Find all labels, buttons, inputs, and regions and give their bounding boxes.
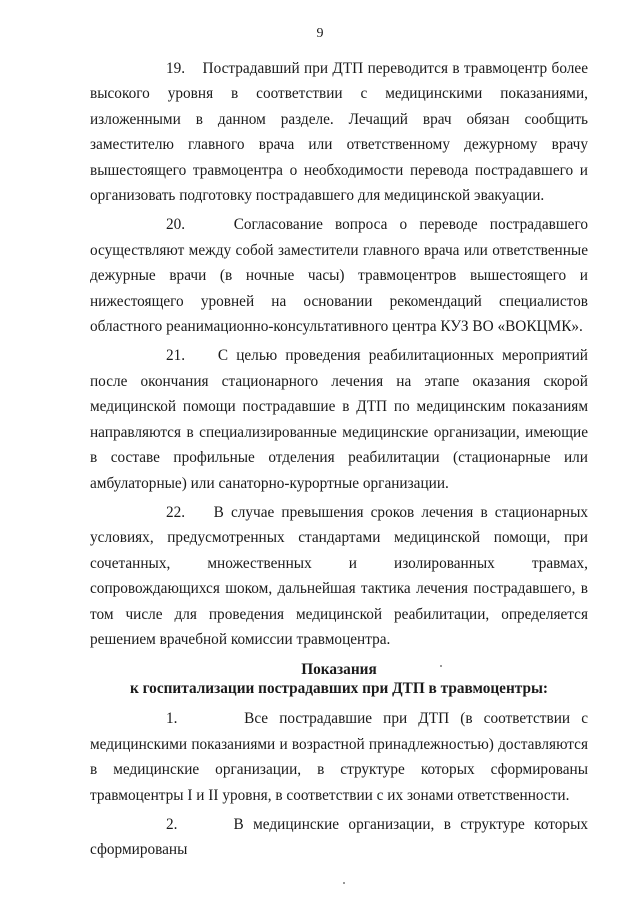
indication-item-1	[90, 706, 588, 808]
paragraph-text: Согласование вопроса о переводе пострадавшего осуществляют между собой заместители главного врача или ответственные дежурные врачи (в ночные часы) травмоцентров вышестоящего и нижестоящего уровней на основании рекомендаций специалистов областного реанимационно-консультативного центра КУЗ ВО «ВОКЦМК».	[90, 216, 589, 336]
document-body	[90, 56, 588, 867]
section-heading-title: Показания	[301, 661, 377, 679]
paragraph-text: Пострадавший при ДТП переводится в травмоцентр более высокого уровня в соответствии с медицинскими показаниями, изложенными в данном разделе. Лечащий врач обязан сообщить заместителю главного врача или ответственному дежурному врачу вышестоящего травмоцентра о необходимости перевода пострадавшего и организовать подготовку пострадавшего для медицинской эвакуации.	[90, 60, 588, 205]
section-heading	[90, 660, 588, 698]
scan-speck	[440, 665, 442, 667]
paragraph-text: В случае превышения сроков лечения в стационарных условиях, предусмотренных стандартами медицинской помощи, при сочетанных, множественных и изолированных травмах, сопровождающихся шоком, дальнейшая тактика лечения пострадавшего, в том числе для проведения медицинской реабилитации, определяется решением врачебной комиссии травмоцентра.	[90, 503, 588, 648]
paragraph-number: 22.	[166, 503, 186, 521]
paragraph-20	[90, 212, 588, 339]
page-number: 9	[316, 26, 324, 41]
paragraph-21	[90, 343, 588, 495]
item-number: 1.	[166, 710, 178, 728]
item-text: В медицинские организации, в структуре которых сформированы	[90, 815, 588, 859]
item-number: 2.	[166, 815, 178, 833]
paragraph-22	[90, 500, 588, 652]
indication-item-2	[90, 812, 588, 863]
paragraph-number: 19.	[166, 60, 186, 77]
item-text: Все пострадавшие при ДТП (в соответствии с медицинскими показаниями и возрастной принадлежностью) доставляются в медицинские организации, в структуре которых сформированы травмоцентры I и II уровня, в соответствии с их зонами ответственности.	[90, 710, 588, 804]
paragraph-19	[90, 56, 588, 208]
scan-speck	[343, 882, 345, 884]
paragraph-text: С целью проведения реабилитационных мероприятий после окончания стационарного лечения на этапе оказания скорой медицинской помощи пострадавшие в ДТП по медицинским показаниям направляются в специализированные медицинские организации, имеющие в составе профильные отделения реабилитации (стационарные или амбулаторные) или санаторно-курортные организации.	[90, 347, 588, 492]
section-heading-subtitle: к госпитализации пострадавших при ДТП в травмоцентры:	[129, 680, 549, 698]
paragraph-number: 20.	[166, 216, 186, 234]
paragraph-number: 21.	[166, 347, 186, 365]
